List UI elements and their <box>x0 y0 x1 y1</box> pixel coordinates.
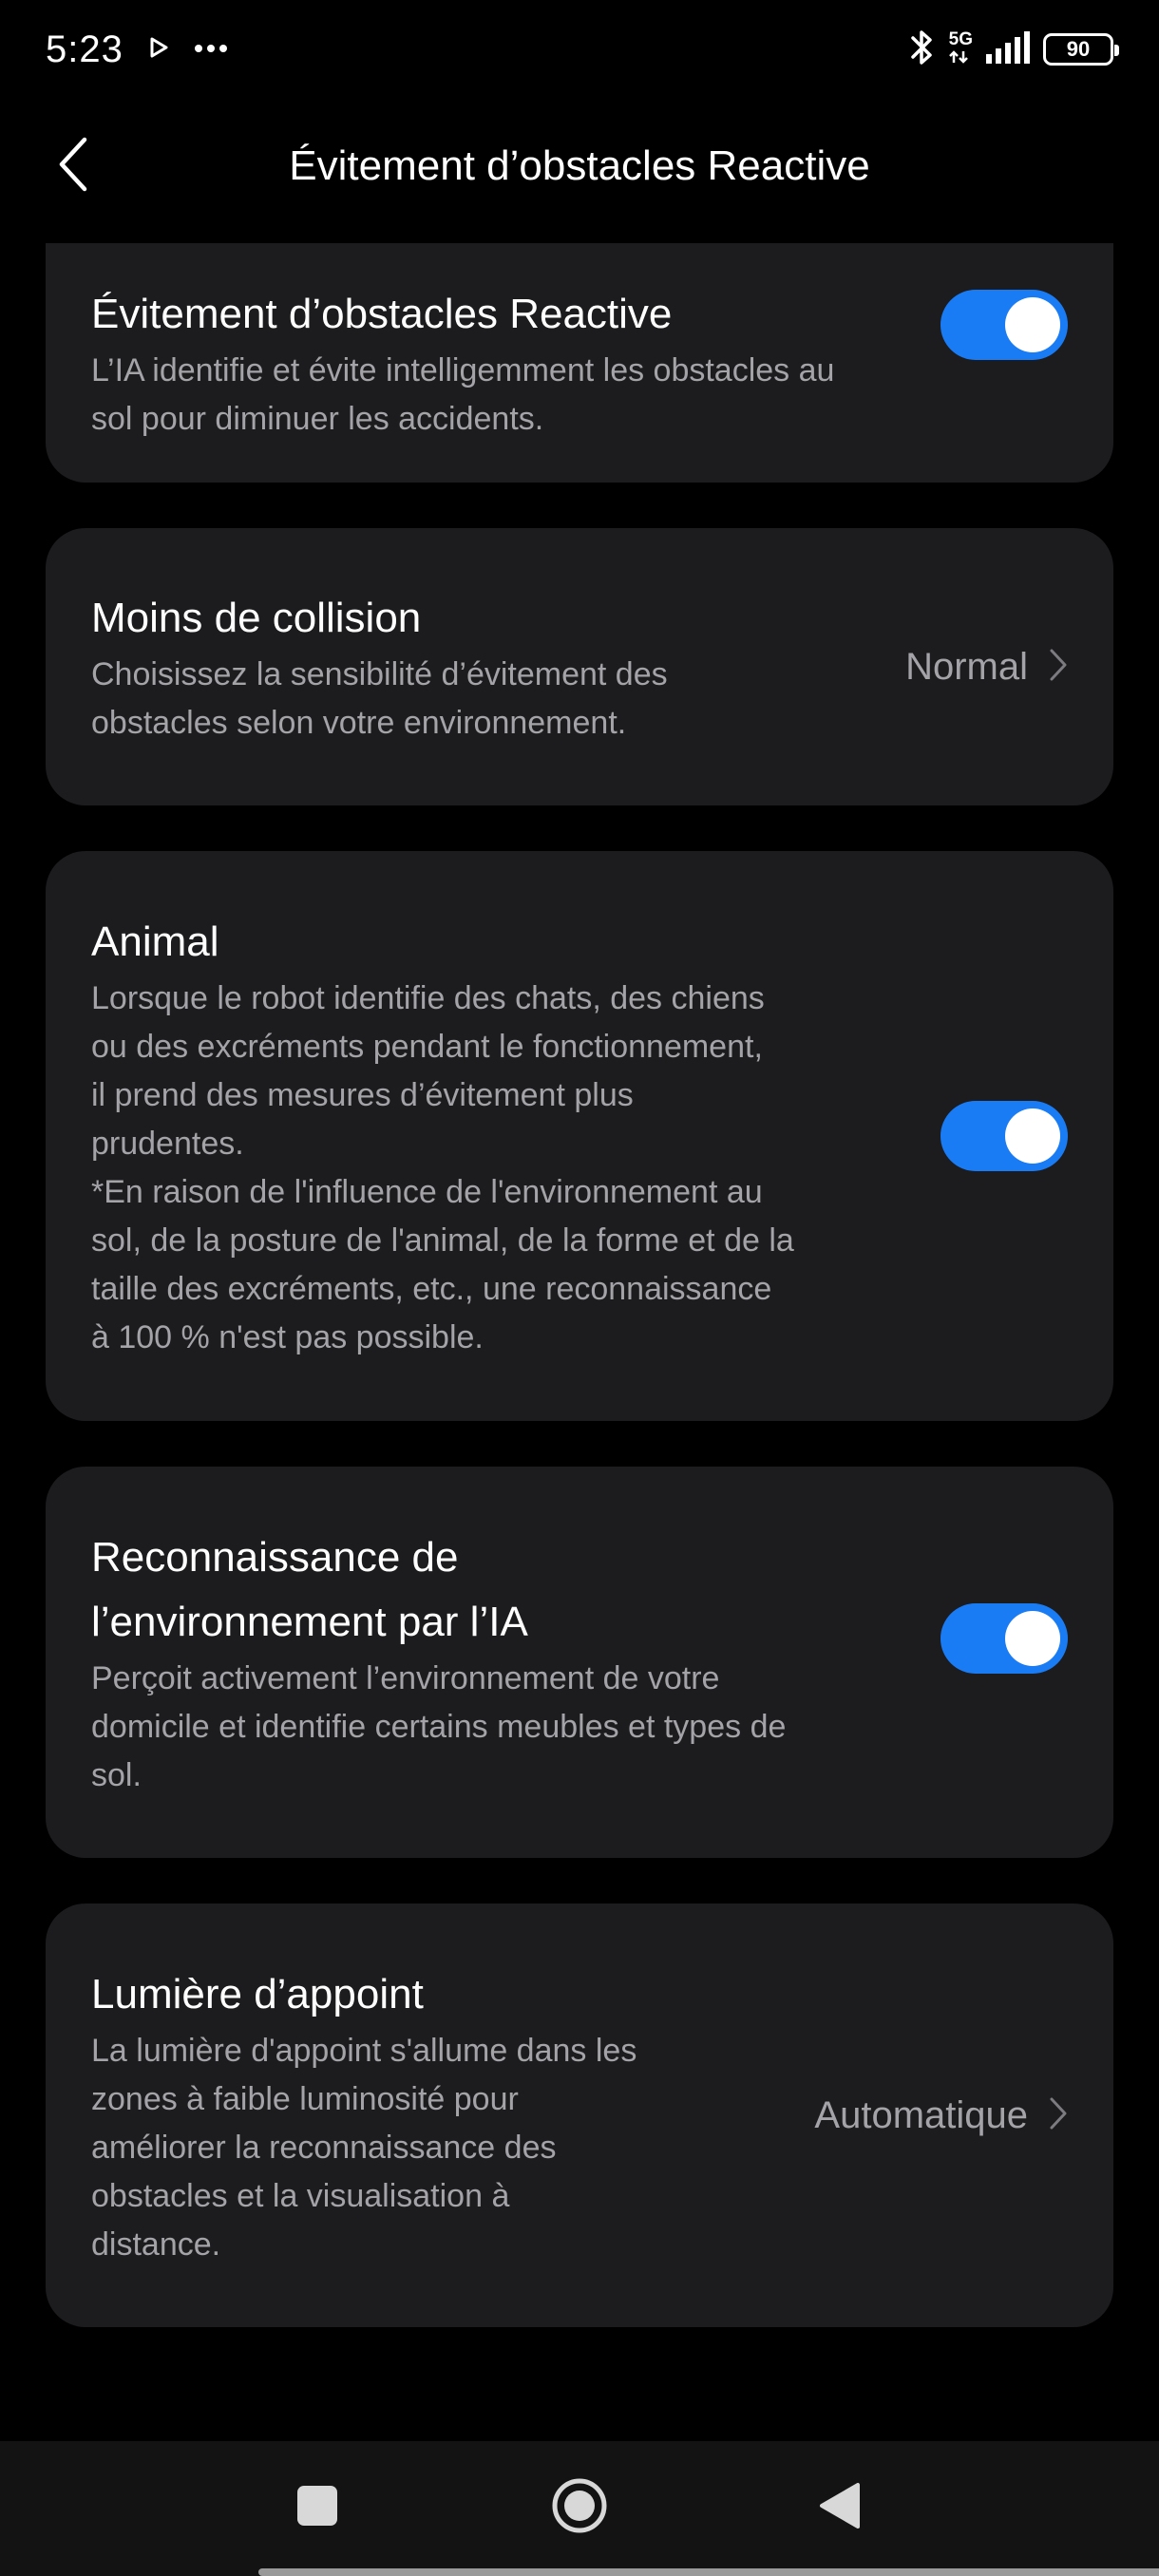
card-animal <box>46 851 1113 1421</box>
navigation-bar <box>0 2441 1159 2576</box>
card-less-collision[interactable] <box>46 528 1113 805</box>
chevron-right-icon <box>1049 2096 1068 2135</box>
card-title: Moins de collision <box>91 595 422 641</box>
play-icon <box>148 37 169 63</box>
animal-toggle[interactable] <box>940 1101 1068 1171</box>
home-button[interactable] <box>542 2460 618 2555</box>
card-text <box>91 282 902 444</box>
recents-button[interactable] <box>279 2460 355 2555</box>
back-button[interactable] <box>38 131 108 201</box>
status-right <box>909 27 1113 73</box>
card-description: Choisissez la sensibilité d’évitement des obstacles selon votre environnement. <box>91 656 668 741</box>
square-icon <box>295 2484 339 2532</box>
card-description: Lorsque le robot identifie des chats, des chiens ou des excréments pendant le fonctionnement, il prend des mesures d’évitement plus prudentes. <box>91 980 765 1162</box>
collision-value: Normal <box>905 645 1028 688</box>
reactive-avoidance-toggle[interactable] <box>940 290 1068 360</box>
card-text <box>91 586 877 748</box>
home-circle-icon <box>551 2477 608 2539</box>
light-value-link[interactable] <box>814 2094 1068 2137</box>
network-label: 5G <box>948 29 973 49</box>
card-note: *En raison de l'influence de l'environnement au sol, de la posture de l'animal, de la forme et de la taille des excréments, etc., une reconnaissance à 100 % n'est pas possible. <box>91 1174 794 1355</box>
bluetooth-icon <box>909 27 936 73</box>
more-icon <box>194 41 228 58</box>
network-block <box>949 30 973 68</box>
back-nav-button[interactable] <box>802 2460 878 2555</box>
page-title: Évitement d’obstacles Reactive <box>289 142 870 189</box>
collision-value-link[interactable] <box>905 646 1068 689</box>
status-left <box>46 28 228 71</box>
card-title: Animal <box>91 919 219 965</box>
back-triangle-icon <box>818 2481 862 2535</box>
signal-icon <box>986 31 1030 68</box>
card-title: Évitement d’obstacles Reactive <box>91 291 673 337</box>
status-bar <box>0 0 1159 99</box>
toggle-knob <box>1005 1108 1060 1164</box>
card-reactive-avoidance <box>46 243 1113 483</box>
light-value: Automatique <box>814 2093 1028 2136</box>
card-text <box>91 1962 786 2269</box>
card-description: L’IA identifie et évite intelligemment les obstacles au sol pour diminuer les accidents. <box>91 352 835 437</box>
card-text <box>91 1525 902 1800</box>
battery-level: 90 <box>1066 37 1091 61</box>
card-description: La lumière d'appoint s'allume dans les zones à faible luminosité pour améliorer la reconnaissance des obstacles et la visualisation à distance. <box>91 2032 637 2263</box>
back-arrow-icon <box>54 136 92 198</box>
card-auxiliary-light[interactable] <box>46 1904 1113 2327</box>
battery-icon <box>1043 33 1113 66</box>
card-text <box>91 910 902 1362</box>
card-title: Lumière d’appoint <box>91 1970 424 2017</box>
home-indicator <box>258 2568 1159 2576</box>
card-title: Reconnaissance de l’environnement par l’IA <box>91 1533 528 1645</box>
status-time: 5:23 <box>46 28 124 70</box>
environment-recognition-toggle[interactable] <box>940 1603 1068 1674</box>
toggle-knob <box>1005 297 1060 352</box>
chevron-right-icon <box>1049 648 1068 687</box>
toggle-knob <box>1005 1611 1060 1666</box>
data-arrows-icon <box>949 50 968 68</box>
header <box>0 114 1159 218</box>
card-description: Perçoit activement l’environnement de votre domicile et identifie certains meubles et types de sol. <box>91 1659 787 1793</box>
card-environment-recognition <box>46 1467 1113 1858</box>
